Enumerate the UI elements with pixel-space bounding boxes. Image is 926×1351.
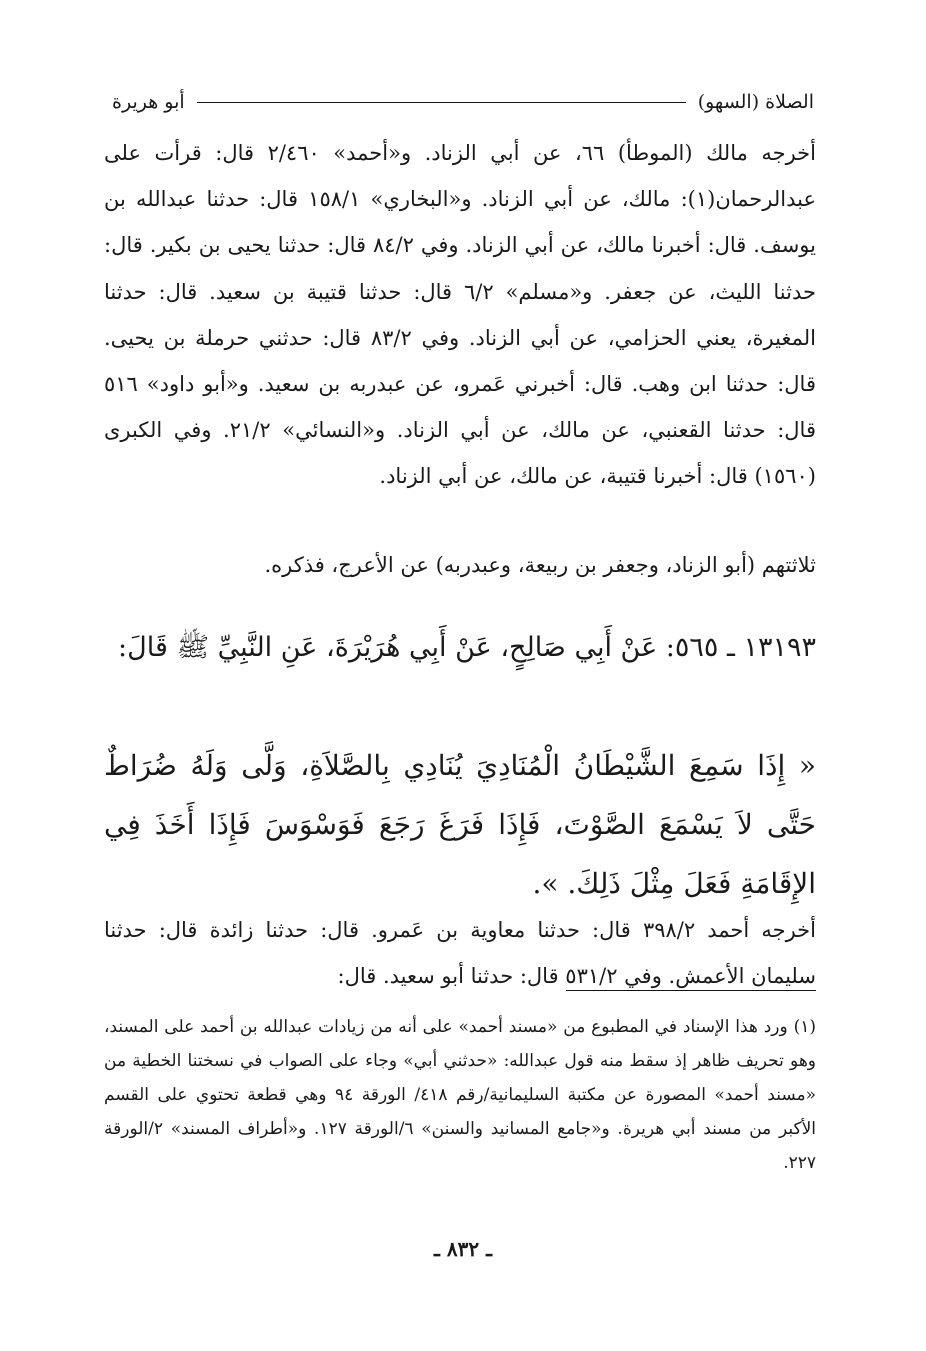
section-title: أبو هريرة <box>112 91 185 113</box>
running-header <box>112 86 814 118</box>
footnote: (١) ورد هذا الإسناد في المطبوع من «مسند أحمد» على أنه من زيادات عبدالله بن أحمد على المسند، وهو تحريف ظاهر إذ سقط منه قول عبدالله: «حدثني أبي» وجاء على الصواب في نسختنا الخطية من «مسند أحمد» المصورة عن مكتبة السليمانية/رقم ٤١٨/ الورقة ٩٤ وهي قطعة تحتوي على القسم الأكبر من مسند أبي هريرة. و«جامع المسانيد والسنن» ٦/الورقة ١٢٧. و«أطراف المسند» ٢/الورقة ٢٢٧. <box>104 1017 816 1173</box>
chapter-title: الصلاة (السهو) <box>697 91 814 113</box>
takhrij-paragraph-1: أخرجه مالك (الموطأ) ٦٦، عن أبي الزناد. و«أحمد» ٢/٤٦٠ قال: قرأت على عبدالرحمان(١): مالك، عن أبي الزناد. و«البخاري» ١٥٨/١ قال: حدثنا عبدالله بن يوسف. قال: أخبرنا مالك، عن أبي الزناد. وفي ٨٤/٢ قال: حدثنا يحيى بن بكير. قال: حدثنا الليث، عن جعفر. و«مسلم» ٦/٢ قال: حدثنا قتيبة بن سعيد. قال: حدثنا المغيرة، يعني الحزامي، عن أبي الزناد. وفي ٨٣/٢ قال: حدثني حرملة بن يحيى. قال: حدثنا ابن وهب. قال: أخبرني عَمرو، عن عبدربه بن سعيد. و«أبو داود» ٥١٦ قال: حدثنا القعنبي، عن مالك، عن أبي الزناد. و«النسائي» ٢١/٢. وفي الكبرى (١٥٦٠) قال: أخبرنا قتيبة، عن مالك، عن أبي الزناد. <box>104 141 817 489</box>
header-rule <box>197 102 686 103</box>
footnote-rule <box>566 990 816 991</box>
takhrij-paragraph-2: أخرجه أحمد ٣٩٨/٢ قال: حدثنا معاوية بن عَمرو. قال: حدثنا زائدة قال: حدثنا سليمان الأعمش. وفي ٥٣١/٢ قال: حدثنا أبو سعيد. قال: <box>104 918 816 989</box>
chain-summary: ثلاثتهم (أبو الزناد، وجعفر بن ربيعة، وعبدربه) عن الأعرج، فذكره. <box>264 553 816 577</box>
hadith-text: « إِذَا سَمِعَ الشَّيْطَانُ الْمُنَادِيَ يُنَادِي بِالصَّلاَةِ، وَلَّى وَلَهُ ضُرَاطٌ حَتَّى لاَ يَسْمَعَ الصَّوْتَ، فَإِذَا فَرَغَ رَجَعَ فَوَسْوَسَ فَإِذَا أَخَذَ فِي الإِقَامَةِ فَعَلَ مِثْلَ ذَلِكَ. ». <box>104 749 816 900</box>
hadith-heading: ١٣١٩٣ ـ ٥٦٥: عَنْ أَبِي صَالِحٍ، عَنْ أَبِي هُرَيْرَةَ، عَنِ النَّبِيِّ ﷺ قَالَ: <box>118 632 816 663</box>
page-number: ـ ٨٣٢ ـ <box>434 1237 492 1261</box>
